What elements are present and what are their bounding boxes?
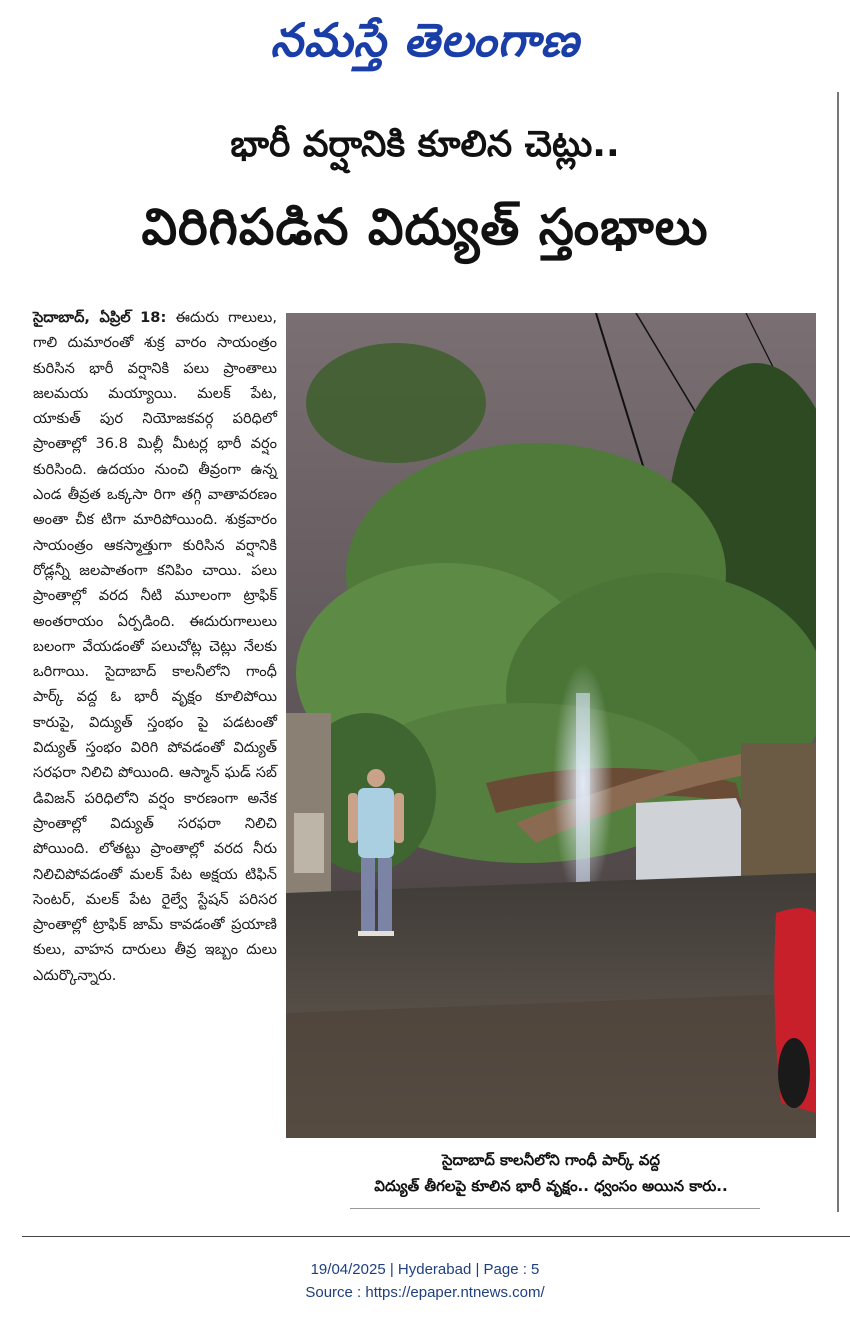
subheadline: భారీ వర్షానికి కూలిన చెట్లు.. xyxy=(230,124,620,165)
footer-source-link[interactable]: Source : https://epaper.ntnews.com/ xyxy=(305,1284,545,1301)
footer-edition-info: 19/04/2025 | Hyderabad | Page : 5 xyxy=(310,1261,540,1278)
caption-line-2: విద్యుత్ తీగలపై కూలిన భారీ వృక్షం.. ధ్వంసం అయిన కారు.. xyxy=(374,1177,728,1195)
fallen-tree-photo-icon xyxy=(286,313,816,1138)
caption-divider xyxy=(350,1208,760,1209)
masthead-logo: నమస్తే తెలంగాణ xyxy=(270,13,580,67)
news-photo xyxy=(286,313,816,1138)
article-body xyxy=(33,305,277,1205)
article-dateline: సైదాబాద్, ఏప్రిల్ 18: xyxy=(33,309,167,326)
article-text: ఈదురు గాలులు, గాలి దుమారంతో శుక్ర వారం సాయంత్రం కురిసిన భారీ వర్షానికి పలు ప్రాంతాలు జలమయ మయ్యాయి. మలక్ పేట, యాకుత్ పుర నియోజకవర్గ పరిధిలో ప్రాంతాల్లో 36.8 మిల్లీ మీటర్ల భారీ వర్షం కురిసింది. ఉదయం నుంచి తీవ్రంగా ఉన్న ఎండ తీవ్రత ఒక్కసా రిగా తగ్గి వాతావరణం అంతా చీక టిగా మారిపోయింది. శుక్రవారం సాయంత్రం ఆకస్మాత్తుగా కురిసిన వర్షానికి రోడ్లన్నీ జలపాతంగా కనిపిం చాయి. పలు ప్రాంతాల్లో వరద నీటి మూలంగా ట్రాఫిక్ అంతరాయం ఏర్పడింది. ఈదురుగాలులు బలంగా వేయడంతో పలుచోట్ల చెట్లు నేలకు ఒరిగాయి. సైదాబాద్ కాలనీలోని గాంధీ పార్క్ వద్ద ఓ భారీ వృక్షం కూలిపోయి కారుపై, విద్యుత్ స్తంభం పై పడటంతో విద్యుత్ స్తంభం విరిగి పోవడంతో విద్యుత్ సరఫరా నిలిచి పోయింది. ఆస్మాన్ ఘడ్ సబ్ డివిజన్ పరిధిలోని వర్షం కారణంగా అనేక ప్రాంతాల్లో విద్యుత్ సరఫరా నిలిచి పోయింది. లోతట్టు ప్రాంతాల్లో వరద నీరు నిలిచిపోవడంతో మలక్ పేట అక్షయ టిఫిన్ సెంటర్, మలక్ పేట రైల్వే స్టేషన్ పరిసర ప్రాంతాల్లో ట్రాఫిక్ జామ్ కావడంతో ప్రయాణి కులు, వాహన దారులు తీవ్ర ఇబ్బం దులు ఎదుర్కొన్నారు. xyxy=(33,309,278,984)
photo-caption xyxy=(286,1147,816,1199)
headline: విరిగిపడిన విద్యుత్ స్తంభాలు xyxy=(141,198,709,256)
caption-line-1: సైదాబాద్ కాలనీలోని గాంధీ పార్క్ వద్ద xyxy=(442,1151,660,1169)
footer-divider xyxy=(22,1236,850,1237)
